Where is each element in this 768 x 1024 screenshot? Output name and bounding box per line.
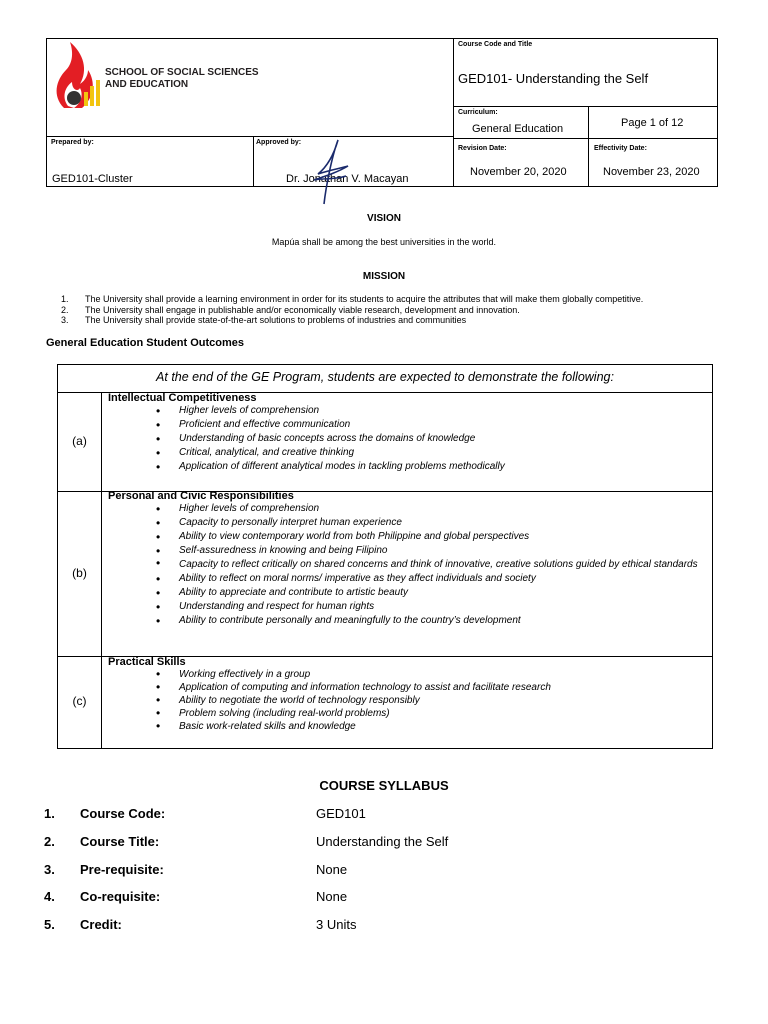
bullet-list bbox=[108, 502, 708, 628]
list-item: • Higher levels of comprehension bbox=[108, 404, 708, 418]
outcome-section-c bbox=[108, 656, 708, 733]
school-name bbox=[105, 67, 259, 91]
school-name-line2: AND EDUCATION bbox=[105, 79, 189, 90]
list-item: • Ability to view contemporary world from both Philippine and global perspectives bbox=[108, 530, 708, 544]
approved-by-label: Approved by: bbox=[256, 139, 302, 146]
mission-item: 2. The University shall engage in publishable and/or economically viable research, development and innovation. bbox=[61, 304, 520, 315]
vision-text: Mapúa shall be among the best universities in the world. bbox=[271, 237, 497, 247]
outcome-label-a: (a) bbox=[72, 434, 87, 448]
list-item: • Working effectively in a group bbox=[108, 668, 708, 681]
list-item: • Basic work-related skills and knowledge bbox=[108, 720, 708, 733]
outcomes-heading: General Education Student Outcomes bbox=[46, 337, 245, 349]
list-item: • Ability to reflect on moral norms/ imperative as they affect individuals and society bbox=[108, 572, 708, 586]
page-number: Page 1 of 12 bbox=[621, 117, 684, 129]
bullet-list bbox=[108, 404, 708, 474]
school-logo bbox=[50, 40, 104, 110]
prepared-by-value: GED101-Cluster bbox=[52, 173, 133, 185]
mission-list bbox=[61, 294, 741, 326]
syllabus-row: 5. Credit: 3 Units bbox=[44, 917, 357, 932]
mission-item: 1. The University shall provide a learning environment in order for its students to acquire the attributes that will make them globally competitive. bbox=[61, 294, 644, 304]
list-item: • Higher levels of comprehension bbox=[108, 502, 708, 516]
school-name-line1: SCHOOL OF SOCIAL SCIENCES bbox=[105, 67, 259, 78]
list-item: • Application of computing and information technology to assist and facilitate research bbox=[108, 681, 708, 694]
list-item: • Ability to negotiate the world of technology responsibly bbox=[108, 694, 708, 707]
list-item: • Understanding of basic concepts across the domains of knowledge bbox=[108, 432, 708, 446]
outcome-section-b bbox=[108, 490, 708, 628]
prepared-by-label: Prepared by: bbox=[51, 139, 94, 146]
course-code-title: GED101- Understanding the Self bbox=[458, 71, 649, 86]
list-item: • Ability to contribute personally and meaningfully to the country’s development bbox=[108, 614, 708, 628]
signature bbox=[308, 136, 354, 206]
list-item: • Ability to appreciate and contribute to artistic beauty bbox=[108, 586, 708, 600]
curriculum-label: Curriculum: bbox=[458, 109, 498, 116]
mission-item: 3. The University shall provide state-of-the-art solutions to problems of industries and communities bbox=[61, 315, 467, 325]
outcome-label-b: (b) bbox=[72, 566, 87, 580]
outcome-label-c: (c) bbox=[72, 694, 87, 708]
bullet-list bbox=[108, 668, 708, 733]
list-item: • Critical, analytical, and creative thinking bbox=[108, 446, 708, 460]
section-title: Practical Skills bbox=[108, 656, 186, 668]
effectivity-date-value: November 23, 2020 bbox=[603, 166, 700, 178]
approved-by-value: Dr. Jonathan V. Macayan bbox=[286, 173, 409, 185]
list-item: • Proficient and effective communication bbox=[108, 418, 708, 432]
list-item: • Understanding and respect for human rights bbox=[108, 600, 708, 614]
mission-title: MISSION bbox=[362, 271, 406, 282]
section-title: Intellectual Competitiveness bbox=[108, 392, 257, 404]
list-item: • Self-assuredness in knowing and being Filipino bbox=[108, 544, 708, 558]
outcomes-table bbox=[57, 364, 713, 749]
outcome-section-a bbox=[108, 392, 708, 474]
syllabus-title: COURSE SYLLABUS bbox=[319, 778, 449, 793]
revision-date-label: Revision Date: bbox=[458, 145, 507, 152]
syllabus-row: 2. Course Title: Understanding the Self bbox=[44, 834, 449, 849]
revision-date-value: November 20, 2020 bbox=[470, 166, 567, 178]
syllabus-row: 3. Pre-requisite: None bbox=[44, 862, 348, 877]
section-title: Personal and Civic Responsibilities bbox=[108, 490, 294, 502]
list-item: • Problem solving (including real-world problems) bbox=[108, 707, 708, 720]
list-item: • Application of different analytical modes in tackling problems methodically bbox=[108, 460, 708, 474]
list-item: • Capacity to personally interpret human experience bbox=[108, 516, 708, 530]
syllabus-row: 4. Co-requisite: None bbox=[44, 889, 348, 904]
curriculum-value: General Education bbox=[472, 123, 564, 135]
effectivity-date-label: Effectivity Date: bbox=[594, 145, 647, 152]
course-code-title-label: Course Code and Title bbox=[458, 41, 533, 48]
vision-title: VISION bbox=[367, 213, 401, 224]
syllabus-row: 1. Course Code: GED101 bbox=[44, 806, 366, 821]
list-item: • Capacity to reflect critically on shared concerns and think of innovative, creative solutions guided by ethical standards bbox=[108, 558, 708, 572]
outcomes-table-header: At the end of the GE Program, students are expected to demonstrate the following: bbox=[156, 370, 614, 384]
